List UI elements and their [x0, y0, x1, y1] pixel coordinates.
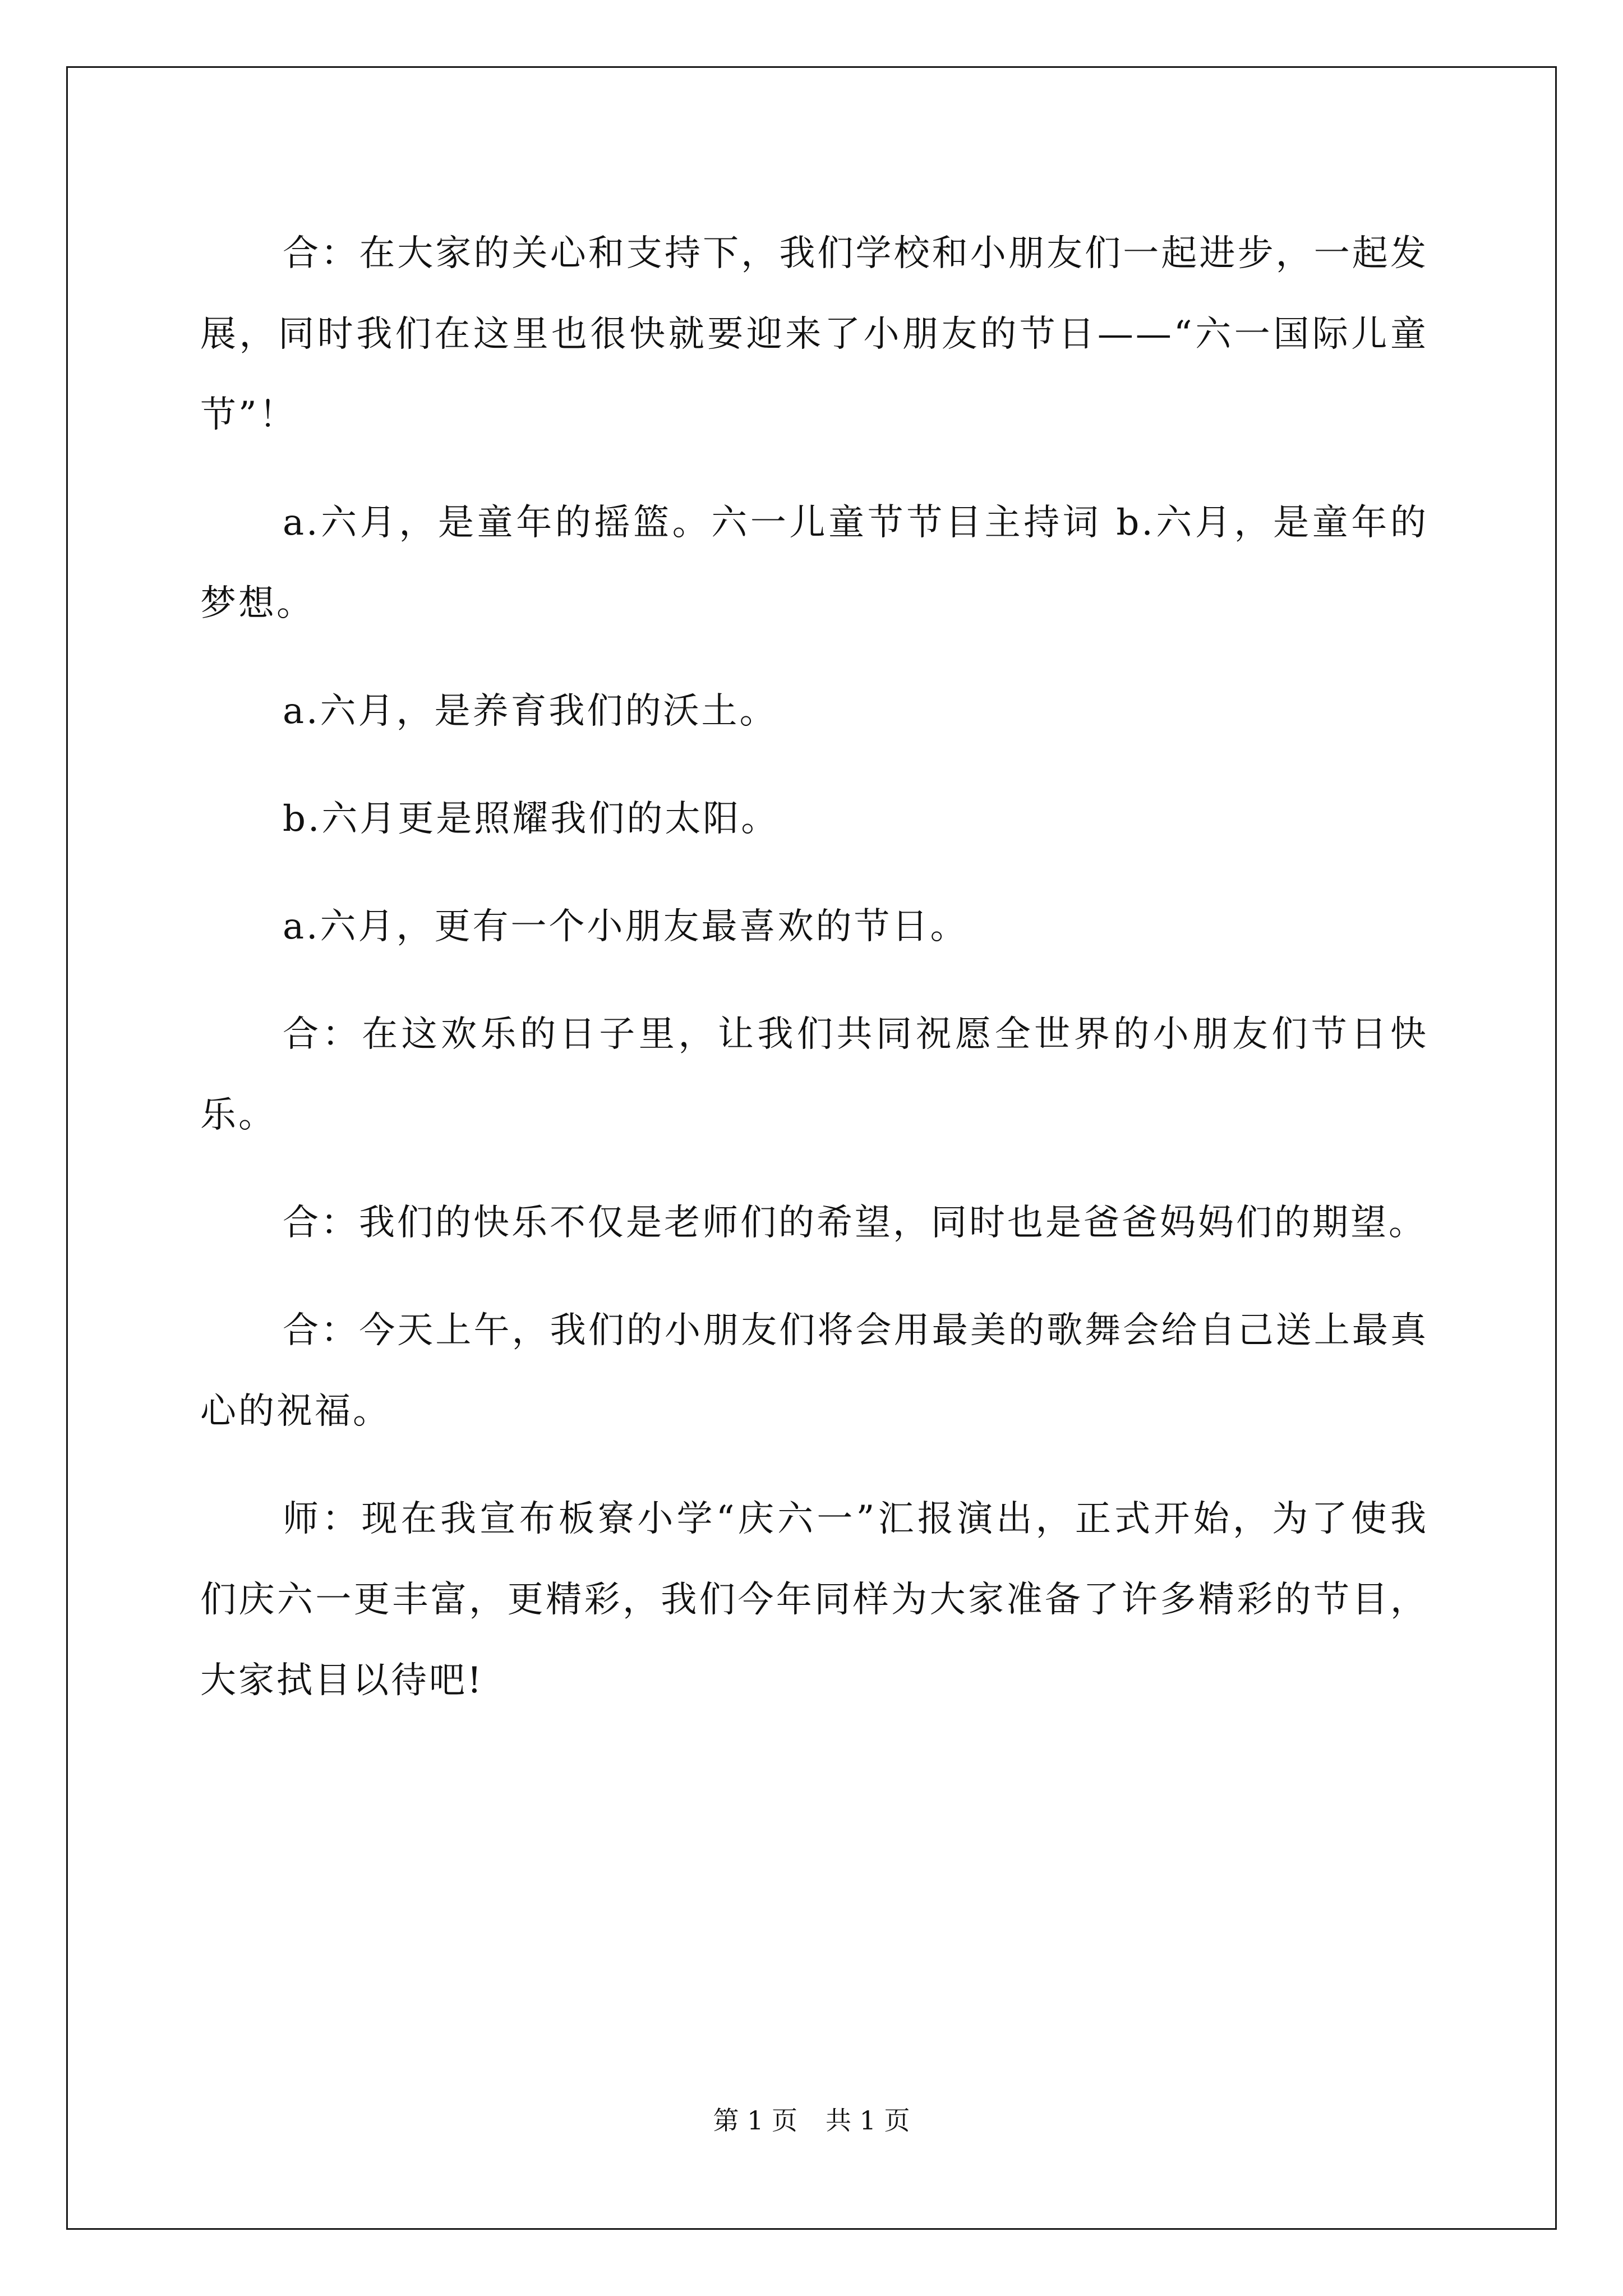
paragraph: b.六月更是照耀我们的太阳。: [283, 798, 780, 840]
paragraph: a.六月，更有一个小朋友最喜欢的节日。: [283, 906, 969, 947]
paragraph: 师：现在我宣布板寮小学“庆六一”汇报演出，正式开始，为了使我们庆六一更丰富，更精彩，我们今年同样为大家准备了许多精彩的节目，大家拭目以待吧!: [200, 1498, 1428, 1701]
paragraph: 合：在大家的关心和支持下，我们学校和小朋友们一起进步，一起发展，同时我们在这里也很快就要迎来了小朋友的节日——“六一国际儿童节”！: [200, 233, 1428, 436]
page-total: 共 1 页: [826, 2105, 910, 2136]
paragraph: 合：在这欢乐的日子里，让我们共同祝愿全世界的小朋友们节日快乐。: [200, 1014, 1428, 1136]
paragraph: 合：我们的快乐不仅是老师们的希望，同时也是爸爸妈妈们的期望。: [283, 1202, 1427, 1244]
page-number: 第 1 页: [713, 2105, 797, 2136]
paragraph: a.六月，是养育我们的沃土。: [283, 691, 778, 732]
page-footer: [0, 2104, 1623, 2137]
paragraph: a.六月，是童年的摇篮。六一儿童节节目主持词 b.六月，是童年的梦想。: [200, 502, 1428, 624]
document-body: [200, 213, 1428, 1748]
paragraph: 合：今天上午，我们的小朋友们将会用最美的歌舞会给自己送上最真心的祝福。: [200, 1310, 1428, 1432]
